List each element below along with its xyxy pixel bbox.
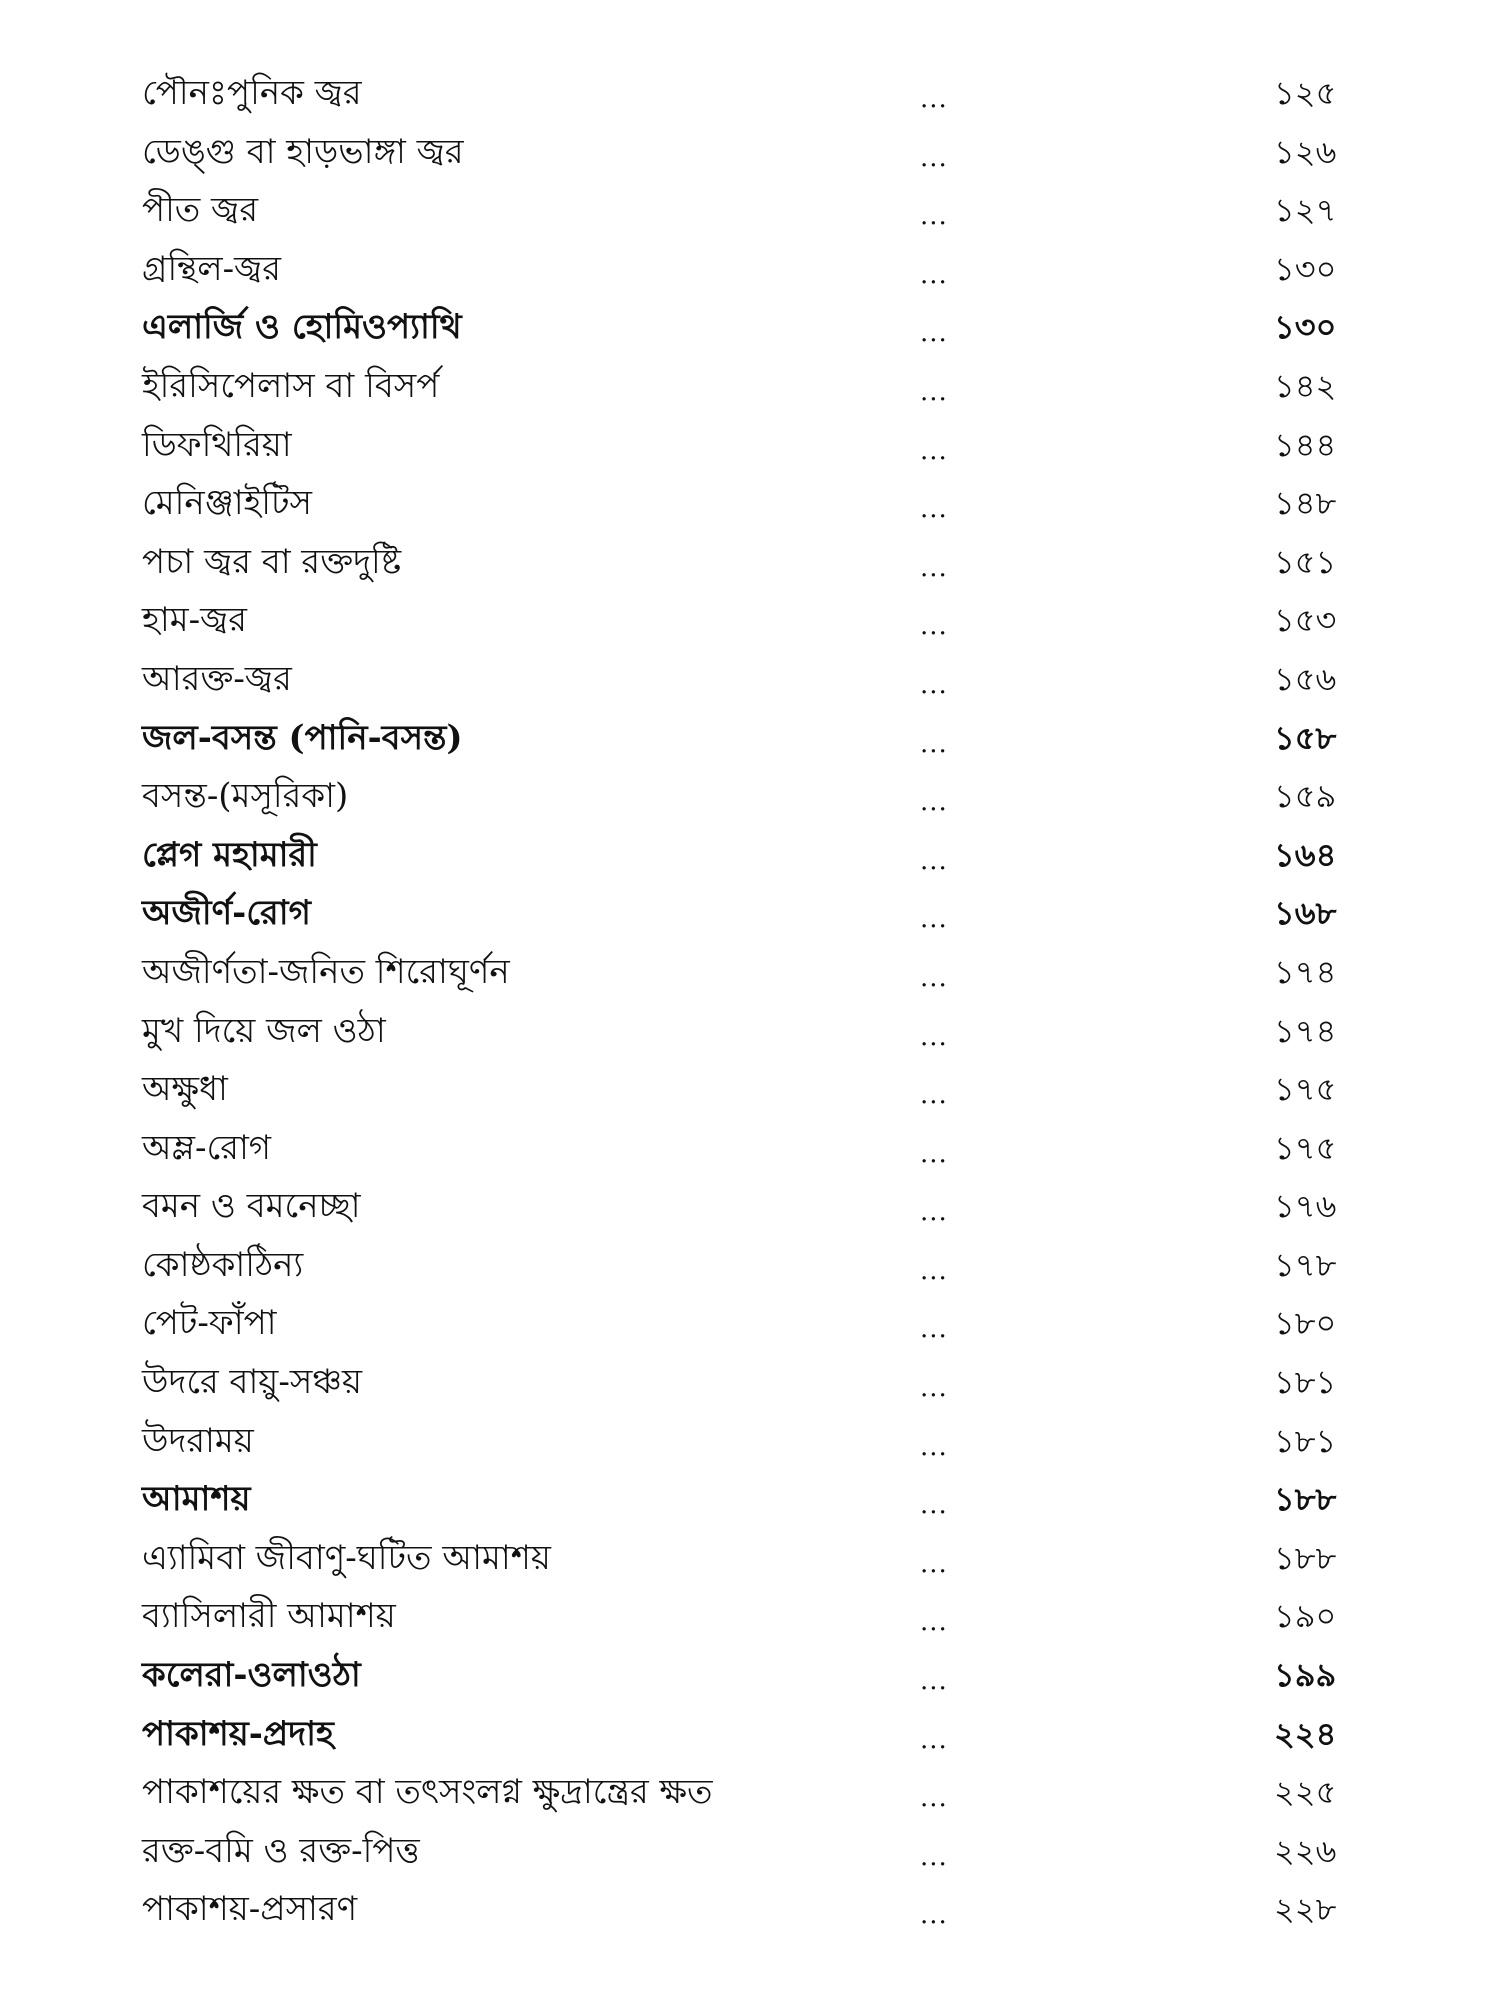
toc-entry (0, 181, 1500, 240)
toc-entry-leader: ... (920, 1373, 948, 1404)
toc-entry-page-number: ১৩০ (1274, 249, 1337, 288)
toc-entry-leader: ... (920, 142, 948, 173)
toc-entry-title: এলার্জি ও হোমিওপ্যাথি (142, 307, 462, 348)
toc-entry-title: অজীর্ণতা-জনিত শিরোঘূর্ণন (142, 951, 510, 992)
toc-entry-page-number: ১২৭ (1274, 191, 1337, 230)
toc-entry-page-number: ১৮১ (1274, 1363, 1337, 1402)
toc-entry-page-number: ১৫৯ (1274, 777, 1337, 816)
toc-entry-leader: ... (920, 1197, 948, 1228)
toc-entry-leader: ... (920, 669, 948, 700)
toc-entry (0, 943, 1500, 1002)
toc-entry-title: অম্ল-রোগ (142, 1127, 272, 1168)
toc-entry-title: ইরিসিপেলাস বা বিসর্প (142, 365, 440, 406)
toc-entry-page-number: ১৫৬ (1274, 659, 1337, 698)
toc-entry (0, 298, 1500, 357)
toc-entry-leader: ... (920, 1138, 948, 1169)
toc-entry-page-number: ১৭৮ (1274, 1245, 1337, 1284)
toc-entry-leader: ... (920, 259, 948, 290)
toc-entry-title: পাকাশয়ের ক্ষত বা তৎসংলগ্ন ক্ষুদ্রান্ত্রের ক্ষত (142, 1772, 713, 1813)
toc-entry-title: প্লেগ মহামারী (142, 834, 317, 875)
toc-entry (0, 1294, 1500, 1353)
toc-entry-page-number: ২২৮ (1274, 1890, 1337, 1929)
toc-entry (0, 1822, 1500, 1881)
toc-entry-title: পেট-ফাঁপা (142, 1303, 277, 1344)
toc-entry-title: উদরে বায়ু-সঞ্চয় (142, 1362, 363, 1403)
toc-entry-leader: ... (920, 552, 948, 583)
toc-entry (0, 240, 1500, 299)
toc-entry (0, 1412, 1500, 1471)
toc-entry-leader: ... (920, 1431, 948, 1462)
toc-entry-leader: ... (920, 1666, 948, 1697)
toc-entry (0, 826, 1500, 885)
toc-entry-leader: ... (920, 1080, 948, 1111)
table-of-contents (0, 64, 1500, 1939)
toc-entry-leader: ... (920, 1490, 948, 1521)
toc-entry-leader: ... (920, 1900, 948, 1931)
toc-entry (0, 416, 1500, 475)
toc-entry-title: পাকাশয়-প্রদাহ (142, 1713, 334, 1754)
toc-entry-leader: ... (920, 1548, 948, 1579)
toc-entry (0, 1177, 1500, 1236)
toc-entry (0, 1646, 1500, 1705)
toc-entry (0, 1119, 1500, 1178)
toc-entry-leader: ... (920, 1783, 948, 1814)
toc-entry-leader: ... (920, 904, 948, 935)
toc-entry (0, 650, 1500, 709)
toc-entry-page-number: ২২৬ (1274, 1831, 1337, 1870)
toc-entry-leader: ... (920, 611, 948, 642)
toc-entry-page-number: ১৫৩ (1274, 601, 1337, 640)
toc-entry-leader: ... (920, 494, 948, 525)
toc-entry-title: হাম-জ্বর (142, 600, 247, 641)
toc-entry-leader: ... (920, 728, 948, 759)
toc-entry (0, 1587, 1500, 1646)
toc-entry-page-number: ১২৬ (1274, 132, 1337, 171)
toc-entry (0, 357, 1500, 416)
toc-entry-leader: ... (920, 376, 948, 407)
toc-entry-page-number: ১৮৮ (1274, 1480, 1337, 1519)
toc-entry (0, 64, 1500, 123)
toc-entry-page-number: ১৩০ (1274, 308, 1337, 347)
toc-entry-page-number: ১৯৯ (1274, 1656, 1337, 1695)
toc-entry (0, 1002, 1500, 1061)
toc-entry (0, 767, 1500, 826)
toc-entry (0, 884, 1500, 943)
toc-entry-page-number: ২২৫ (1274, 1773, 1337, 1812)
toc-entry-page-number: ১৭৪ (1274, 1011, 1337, 1050)
toc-entry-title: পাকাশয়-প্রসারণ (142, 1889, 358, 1930)
toc-entry-title: কোষ্ঠকাঠিন্য (142, 1244, 304, 1285)
toc-entry-leader: ... (920, 1607, 948, 1638)
toc-entry-page-number: ১৪৪ (1274, 425, 1337, 464)
toc-entry-page-number: ১৭৫ (1274, 1128, 1337, 1167)
toc-entry-page-number: ১৫৮ (1274, 718, 1337, 757)
toc-entry-page-number: ১৮১ (1274, 1421, 1337, 1460)
toc-entry (0, 1880, 1500, 1939)
toc-entry (0, 533, 1500, 592)
toc-entry-title: আমাশয় (142, 1479, 251, 1520)
toc-entry-title: অজীর্ণ-রোগ (142, 893, 311, 934)
toc-entry (0, 1529, 1500, 1588)
toc-entry-leader: ... (920, 787, 948, 818)
toc-entry-page-number: ১৬৪ (1274, 835, 1337, 874)
toc-entry-title: কলেরা-ওলাওঠা (142, 1655, 361, 1696)
toc-entry-title: রক্ত-বমি ও রক্ত-পিত্ত (142, 1830, 420, 1871)
toc-entry-title: ডেঙ্গু বা হাড়ভাঙ্গা জ্বর (142, 131, 464, 172)
toc-entry-leader: ... (920, 1314, 948, 1345)
toc-entry-page-number: ১৭৪ (1274, 952, 1337, 991)
toc-entry-title: আরক্ত-জ্বর (142, 658, 292, 699)
toc-entry (0, 1060, 1500, 1119)
toc-entry-leader: ... (920, 318, 948, 349)
toc-entry (0, 123, 1500, 182)
toc-entry (0, 591, 1500, 650)
toc-entry-title: পচা জ্বর বা রক্তদুষ্টি (142, 541, 402, 582)
toc-entry-title: পৌনঃপুনিক জ্বর (142, 73, 362, 113)
toc-entry-page-number: ১৫১ (1274, 542, 1337, 581)
toc-entry-leader: ... (920, 1255, 948, 1286)
toc-entry-title: পীত জ্বর (142, 190, 259, 231)
toc-entry-title: অক্ষুধা (142, 1069, 228, 1110)
toc-entry (0, 1763, 1500, 1822)
toc-entry-title: ব্যাসিলারী আমাশয় (142, 1596, 396, 1637)
toc-entry-title: বসন্ত-(মসূরিকা) (142, 776, 349, 817)
toc-entry-leader: ... (920, 1724, 948, 1755)
toc-entry-title: গ্রন্থিল-জ্বর (142, 248, 281, 289)
toc-entry-title: জল-বসন্ত (পানি-বসন্ত) (142, 717, 463, 758)
toc-entry-leader: ... (920, 1021, 948, 1052)
toc-entry-title: উদরাময় (142, 1420, 254, 1461)
toc-entry (0, 1470, 1500, 1529)
toc-entry (0, 1705, 1500, 1764)
toc-entry-leader: ... (920, 84, 948, 114)
toc-entry-page-number: ১৮৮ (1274, 1538, 1337, 1577)
toc-entry-title: মুখ দিয়ে জল ওঠা (142, 1010, 386, 1051)
toc-entry-title: মেনিঞ্জাইটিস (142, 483, 313, 524)
toc-entry-title: ডিফথিরিয়া (142, 424, 292, 465)
toc-entry-page-number: ১৬৮ (1274, 894, 1337, 933)
toc-entry-page-number: ১৭৬ (1274, 1187, 1337, 1226)
toc-entry-leader: ... (920, 1841, 948, 1872)
toc-entry (0, 474, 1500, 533)
toc-entry (0, 1236, 1500, 1295)
toc-entry-leader: ... (920, 435, 948, 466)
toc-entry (0, 709, 1500, 768)
toc-entry-page-number: ১২৫ (1274, 74, 1337, 112)
toc-entry-page-number: ২২৪ (1274, 1714, 1337, 1753)
toc-entry-leader: ... (920, 962, 948, 993)
toc-entry-page-number: ১৪২ (1274, 366, 1337, 405)
toc-entry-title: এ্যামিবা জীবাণু-ঘটিত আমাশয় (142, 1537, 551, 1578)
toc-entry-page-number: ১৪৮ (1274, 484, 1337, 523)
toc-entry-page-number: ১৭৫ (1274, 1070, 1337, 1109)
toc-entry-page-number: ১৯০ (1274, 1597, 1337, 1636)
toc-entry (0, 1353, 1500, 1412)
toc-entry-leader: ... (920, 201, 948, 232)
toc-entry-leader: ... (920, 845, 948, 876)
toc-entry-title: বমন ও বমনেচ্ছা (142, 1186, 361, 1227)
toc-entry-page-number: ১৮০ (1274, 1304, 1337, 1343)
